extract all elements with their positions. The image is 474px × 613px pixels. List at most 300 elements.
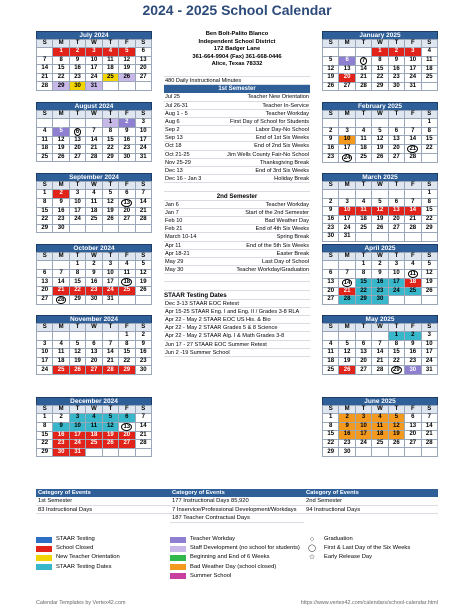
event-row: May 29 Last Day of School <box>165 258 309 265</box>
day-cell: 13 <box>405 422 421 431</box>
day-cell: 30 <box>69 82 85 91</box>
weekday-label: M <box>339 253 355 261</box>
weekday-label: T <box>69 406 85 414</box>
day-cell: 11 <box>86 198 102 207</box>
day-cell: 26 <box>119 73 135 82</box>
weekday-label: F <box>405 111 421 119</box>
month-left-1 <box>36 102 152 162</box>
day-cell: 20 <box>86 357 102 366</box>
day-cell: 10 <box>135 127 151 136</box>
legend-swatch <box>36 555 52 561</box>
day-cell: 18 <box>37 145 53 154</box>
day-cell: 6 <box>339 56 355 65</box>
day-cell: 27 <box>388 153 404 162</box>
day-cell <box>355 119 371 128</box>
day-cell: 31 <box>405 82 421 91</box>
day-cell: 6 <box>86 340 102 349</box>
event-row: Aug 1 - 5 Teacher Workday <box>165 110 309 117</box>
day-cell: 23 <box>53 216 69 225</box>
day-cell: 11 <box>53 349 69 358</box>
day-cell: 11 <box>86 422 102 431</box>
day-cell: 12 <box>53 136 69 145</box>
month-title: September 2024 <box>36 173 152 181</box>
day-cell: 4 <box>421 48 437 57</box>
day-cell: 18 <box>355 215 371 224</box>
month-right-4 <box>322 315 438 375</box>
day-cell <box>53 119 69 128</box>
day-cell: 30 <box>339 448 355 457</box>
day-cell: 22 <box>372 74 388 83</box>
day-cell: 7 <box>135 414 151 423</box>
weekday-label: F <box>405 40 421 48</box>
legend-swatch <box>36 546 52 552</box>
weekday-label: F <box>119 406 135 414</box>
day-cell: 8 <box>102 127 118 136</box>
day-cell: 24 <box>102 287 118 296</box>
day-cell: 8 <box>355 269 371 278</box>
day-cell: 20 <box>388 144 404 153</box>
day-cell: 13 <box>135 56 151 65</box>
weekday-label: F <box>119 253 135 261</box>
day-cell: 7 <box>405 198 421 207</box>
day-cell: 25 <box>86 216 102 225</box>
category-column <box>36 489 170 523</box>
day-cell: 28 <box>135 440 151 449</box>
weekday-label: T <box>69 111 85 119</box>
day-cell: 2 <box>323 198 339 207</box>
day-cell: 30 <box>323 232 339 241</box>
day-cell: 11 <box>355 207 371 216</box>
day-cell: 29 <box>102 153 118 162</box>
day-cell <box>372 332 388 341</box>
day-cell: 10 <box>388 269 404 278</box>
day-cell <box>119 224 135 233</box>
day-cell: 1 <box>388 332 404 341</box>
event-row: Nov 25-29 Thanksgiving Break <box>165 159 309 166</box>
day-cell: 10 <box>86 56 102 65</box>
weekday-label: W <box>372 406 388 414</box>
minutes-line: 480 Daily Instructional Minutes <box>164 77 310 85</box>
day-cell: 2 <box>323 127 339 136</box>
day-cell: 14 <box>372 349 388 358</box>
day-cell: 15 <box>323 431 339 440</box>
day-cell: 29 <box>119 366 135 375</box>
footer-right[interactable]: https://www.vertex42.com/calendars/school-calendar.html <box>300 600 438 606</box>
event-row: Oct 21-25 Jim Wells County Fair-No School <box>165 151 309 158</box>
staar-row: Apr 22 - May 2 STAAR EOC US His. & Bio <box>164 316 310 324</box>
weekday-label: F <box>405 406 421 414</box>
day-cell: 8 <box>37 198 53 207</box>
legend-swatch <box>170 564 186 570</box>
month-left-0 <box>36 31 152 91</box>
day-cell: 4 <box>323 340 339 349</box>
school-city: Alice, Texas 78332 <box>211 61 263 68</box>
day-cell: 21 <box>135 431 151 440</box>
month-title: August 2024 <box>36 102 152 110</box>
day-cell: 30 <box>86 295 102 304</box>
day-cell: 30 <box>53 448 69 457</box>
day-cell: 14 <box>37 65 53 74</box>
day-cell: 23 <box>135 357 151 366</box>
month-title: February 2025 <box>322 102 438 110</box>
day-cell <box>405 232 421 241</box>
day-cell: 23 <box>86 287 102 296</box>
weekday-label: T <box>355 406 371 414</box>
day-cell: 19 <box>53 145 69 154</box>
weekday-label: S <box>323 406 339 414</box>
month-title: November 2024 <box>36 315 152 323</box>
legend-item <box>36 544 170 553</box>
day-cell: 14 <box>405 207 421 216</box>
day-cell: 16 <box>53 431 69 440</box>
day-cell: 1 <box>37 414 53 423</box>
day-cell: 11 <box>421 56 437 65</box>
day-cell: 29 <box>388 366 404 375</box>
weekday-label: T <box>69 253 85 261</box>
day-cell: 2 <box>339 414 355 423</box>
day-cell: 28 <box>339 296 355 305</box>
day-cell: 18 <box>323 357 339 366</box>
day-cell: 17 <box>405 65 421 74</box>
legend-item <box>36 553 170 562</box>
day-cell: 4 <box>37 127 53 136</box>
event-row: Aug 6 First Day of School for Students <box>165 118 309 125</box>
day-cell <box>372 232 388 241</box>
day-cell: 5 <box>102 414 118 423</box>
second-semester-header: 2nd Semester <box>164 192 310 201</box>
day-cell: 28 <box>405 224 421 233</box>
day-cell: 5 <box>372 198 388 207</box>
day-cell: 28 <box>421 439 437 448</box>
weekday-label: T <box>355 40 371 48</box>
weekday-label: S <box>135 111 151 119</box>
day-cell: 14 <box>421 422 437 431</box>
category-of-events <box>36 489 438 523</box>
day-cell <box>355 232 371 241</box>
legend-swatch <box>36 564 52 570</box>
day-cell: 9 <box>323 136 339 145</box>
weekday-label: T <box>102 111 118 119</box>
legend-item <box>170 535 304 544</box>
legend-item <box>36 572 170 581</box>
day-cell: 5 <box>119 48 135 57</box>
day-cell: 29 <box>37 224 53 233</box>
staar-row: Apr 22 - May 2 STAAR Grades 5 & 8 Science <box>164 324 310 332</box>
day-cell: 6 <box>405 414 421 423</box>
weekday-label: S <box>421 253 437 261</box>
day-cell: 3 <box>388 261 404 270</box>
category-row: 83 Instructional Days <box>36 506 170 515</box>
day-cell: 10 <box>69 422 85 431</box>
day-cell: 16 <box>53 207 69 216</box>
day-cell: 13 <box>37 278 53 287</box>
day-cell: 23 <box>119 145 135 154</box>
day-cell <box>405 119 421 128</box>
day-cell: 26 <box>388 439 404 448</box>
day-cell: 2 <box>405 332 421 341</box>
day-cell: 18 <box>421 65 437 74</box>
day-cell: 17 <box>339 215 355 224</box>
day-cell: 29 <box>372 82 388 91</box>
day-cell: 11 <box>372 422 388 431</box>
day-cell: 24 <box>388 287 404 296</box>
day-cell: 17 <box>421 349 437 358</box>
day-cell <box>102 224 118 233</box>
weekday-label: T <box>69 324 85 332</box>
legend-item <box>304 535 438 544</box>
weekday-label: S <box>37 111 53 119</box>
day-cell: 26 <box>102 216 118 225</box>
day-cell: 26 <box>135 287 151 296</box>
day-cell: 30 <box>53 224 69 233</box>
day-cell: 24 <box>405 74 421 83</box>
month-left-5 <box>36 397 152 457</box>
legend-label: New Teacher Orientation <box>56 554 120 561</box>
weekday-label: T <box>102 253 118 261</box>
day-cell: 27 <box>86 366 102 375</box>
day-cell: 7 <box>102 340 118 349</box>
day-cell: 29 <box>69 295 85 304</box>
day-cell <box>355 448 371 457</box>
day-cell <box>323 119 339 128</box>
weekday-label: T <box>102 324 118 332</box>
day-cell: 22 <box>421 215 437 224</box>
weekday-label: W <box>86 253 102 261</box>
weekday-label: T <box>69 182 85 190</box>
day-cell: 15 <box>37 207 53 216</box>
day-cell: 19 <box>102 207 118 216</box>
event-row: Apr 18-21 Easter Break <box>165 250 309 257</box>
weekday-label: W <box>86 111 102 119</box>
day-cell: 24 <box>339 153 355 162</box>
legend-label: STAAR Testing Dates <box>56 563 112 570</box>
day-cell: 10 <box>421 340 437 349</box>
day-cell <box>102 332 118 341</box>
day-cell: 3 <box>355 414 371 423</box>
legend-label: Bad Weather Day (school closed) <box>190 563 277 570</box>
footer-left[interactable]: Calendar Templates by Vertex42.com <box>36 600 126 606</box>
day-cell: 4 <box>86 190 102 199</box>
day-cell: 16 <box>119 136 135 145</box>
day-cell: 17 <box>339 144 355 153</box>
day-cell: 19 <box>388 431 404 440</box>
legend-label: Summer School <box>190 572 232 579</box>
day-cell: 29 <box>421 224 437 233</box>
day-cell: 6 <box>323 269 339 278</box>
day-cell: 5 <box>135 261 151 270</box>
weekday-label: S <box>421 406 437 414</box>
day-cell: 21 <box>355 74 371 83</box>
day-cell: 6 <box>388 198 404 207</box>
month-title: December 2024 <box>36 397 152 405</box>
first-semester-header: 1st Semester <box>164 85 310 93</box>
month-right-2 <box>322 173 438 242</box>
day-cell <box>37 332 53 341</box>
legend-item <box>304 553 438 562</box>
weekday-label: M <box>339 111 355 119</box>
day-cell: 24 <box>355 439 371 448</box>
day-cell <box>388 190 404 199</box>
weekday-label: T <box>388 324 404 332</box>
weekday-label: W <box>372 324 388 332</box>
day-cell: 23 <box>323 153 339 162</box>
day-cell: 22 <box>388 357 404 366</box>
day-cell: 7 <box>355 56 371 65</box>
day-cell <box>102 82 118 91</box>
day-cell: 21 <box>421 431 437 440</box>
day-cell: 7 <box>339 269 355 278</box>
weekday-label: F <box>405 253 421 261</box>
day-cell: 13 <box>119 422 135 431</box>
day-cell: 20 <box>355 357 371 366</box>
legend-item <box>304 544 438 553</box>
day-cell: 5 <box>323 56 339 65</box>
event-row: Sep 13 End of 1st Six Weeks <box>165 135 309 142</box>
day-cell: 26 <box>372 153 388 162</box>
day-cell: 6 <box>135 48 151 57</box>
day-cell: 3 <box>86 48 102 57</box>
day-cell: 23 <box>388 74 404 83</box>
day-cell: 19 <box>339 357 355 366</box>
day-cell: 25 <box>405 287 421 296</box>
day-cell: 15 <box>102 136 118 145</box>
day-cell <box>323 261 339 270</box>
day-cell <box>323 190 339 199</box>
day-cell: 9 <box>388 56 404 65</box>
weekday-label: M <box>53 40 69 48</box>
day-cell <box>135 295 151 304</box>
day-cell: 10 <box>69 198 85 207</box>
day-cell <box>405 190 421 199</box>
day-cell <box>119 82 135 91</box>
day-cell: 1 <box>323 414 339 423</box>
school-phones: 361-664-9904 (Fax) 361-668-0446 <box>192 53 282 60</box>
day-cell <box>37 119 53 128</box>
day-cell: 3 <box>69 190 85 199</box>
day-cell <box>323 332 339 341</box>
day-cell: 9 <box>53 422 69 431</box>
day-cell <box>388 448 404 457</box>
day-cell: 7 <box>421 414 437 423</box>
day-cell: 28 <box>53 295 69 304</box>
day-cell: 30 <box>405 366 421 375</box>
day-cell: 29 <box>37 448 53 457</box>
day-cell: 8 <box>53 56 69 65</box>
weekday-label: W <box>372 111 388 119</box>
day-cell: 12 <box>323 65 339 74</box>
day-cell: 19 <box>421 278 437 287</box>
day-cell: 2 <box>86 261 102 270</box>
day-cell <box>405 296 421 305</box>
day-cell: 30 <box>372 296 388 305</box>
legend-label: Teacher Workday <box>190 536 235 542</box>
day-cell: 1 <box>421 190 437 199</box>
day-cell <box>135 82 151 91</box>
day-cell: 29 <box>355 296 371 305</box>
event-row: Jul 25 Teacher New Orientation <box>165 94 309 101</box>
day-cell: 21 <box>135 207 151 216</box>
weekday-label: T <box>355 253 371 261</box>
school-address: 172 Badger Lane <box>213 46 261 53</box>
day-cell <box>102 448 118 457</box>
day-cell: 2 <box>53 190 69 199</box>
day-cell: 15 <box>421 136 437 145</box>
legend-label: Early Release Day <box>324 554 373 561</box>
day-cell: 11 <box>37 136 53 145</box>
day-cell: 22 <box>355 287 371 296</box>
legend-label: Beginning and End of 6 Weeks <box>190 554 270 561</box>
weekday-label: S <box>135 253 151 261</box>
day-cell: 8 <box>421 198 437 207</box>
day-cell: 31 <box>86 82 102 91</box>
day-cell: 27 <box>135 73 151 82</box>
event-row: Jan 7 Start of the 2nd Semester <box>165 209 309 216</box>
category-row: 2nd Semester <box>304 497 438 506</box>
category-header: Category of Events <box>304 489 438 497</box>
day-cell: 24 <box>69 216 85 225</box>
day-cell: 28 <box>135 216 151 225</box>
calendar-title: 2024 - 2025 School Calendar <box>142 2 332 18</box>
day-cell: 6 <box>69 127 85 136</box>
day-cell: 14 <box>86 136 102 145</box>
day-cell: 16 <box>388 65 404 74</box>
day-cell <box>119 448 135 457</box>
day-cell: 22 <box>37 216 53 225</box>
day-cell: 2 <box>135 332 151 341</box>
day-cell: 16 <box>323 215 339 224</box>
day-cell: 12 <box>102 422 118 431</box>
weekday-label: F <box>119 111 135 119</box>
day-cell: 20 <box>119 431 135 440</box>
day-cell: 27 <box>119 440 135 449</box>
day-cell: 8 <box>37 422 53 431</box>
day-cell <box>37 261 53 270</box>
day-cell: 3 <box>37 340 53 349</box>
event-row: Apr 11 End of the 5th Six Weeks <box>165 242 309 249</box>
day-cell: 18 <box>355 144 371 153</box>
school-district: Independent School District <box>198 38 276 45</box>
day-cell: 26 <box>323 82 339 91</box>
day-cell: 24 <box>339 224 355 233</box>
day-cell: 2 <box>69 48 85 57</box>
day-cell: 20 <box>119 207 135 216</box>
weekday-label: T <box>388 406 404 414</box>
day-cell: 24 <box>37 366 53 375</box>
day-cell: 20 <box>339 74 355 83</box>
day-cell: 1 <box>53 48 69 57</box>
day-cell: 7 <box>86 127 102 136</box>
day-cell: 20 <box>388 215 404 224</box>
day-cell: 26 <box>69 366 85 375</box>
weekday-label: T <box>388 182 404 190</box>
weekday-label: T <box>102 40 118 48</box>
event-row: Feb 10 Bad Weather Day <box>165 217 309 224</box>
day-cell: 1 <box>119 332 135 341</box>
weekday-label: F <box>119 324 135 332</box>
day-cell: 15 <box>355 278 371 287</box>
event-row: Dec 13 End of 3rd Six Weeks <box>165 168 309 175</box>
day-cell: 23 <box>339 439 355 448</box>
legend-item <box>170 553 304 562</box>
day-cell: 10 <box>102 269 118 278</box>
day-cell <box>53 261 69 270</box>
day-cell: 25 <box>372 439 388 448</box>
category-row: 177 Instructional Days 85,920 <box>170 497 304 506</box>
day-cell: 24 <box>135 145 151 154</box>
day-cell: 30 <box>135 366 151 375</box>
day-cell: 27 <box>388 224 404 233</box>
day-cell: 23 <box>69 73 85 82</box>
